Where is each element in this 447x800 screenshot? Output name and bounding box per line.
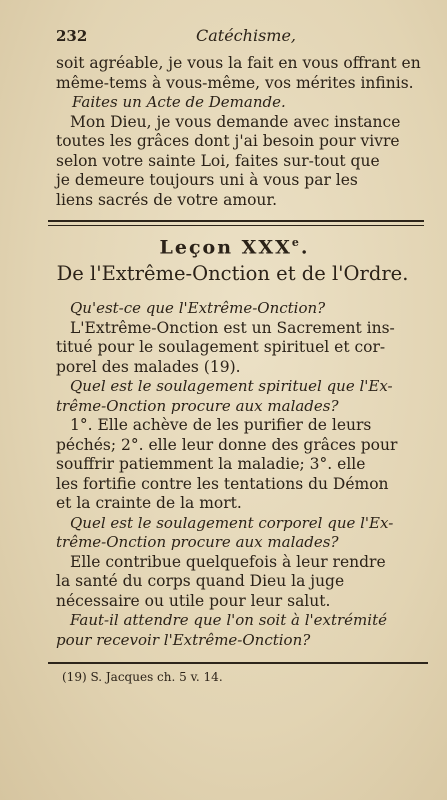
prayer-continuation — [56, 54, 421, 93]
question — [56, 514, 413, 553]
question — [56, 299, 413, 319]
running-title: Catéchisme, — [196, 26, 296, 45]
text-line: liens sacrés de votre amour. — [56, 190, 278, 209]
act-heading: Faites un Acte de Demande. — [72, 93, 286, 111]
question-line: Quel est le soulagement corporel que l'Ex- — [70, 513, 394, 532]
answer-line: la santé du corps quand Dieu la juge — [56, 572, 345, 591]
text-line: soit agréable, je vous la fait en vous offrant en — [56, 54, 421, 72]
section-divider — [48, 220, 424, 226]
answer-line: péchés; 2°. elle leur donne des grâces pour — [56, 435, 398, 454]
answer-line: les fortifie contre les tentations du Démon — [56, 474, 389, 493]
footnote-divider — [48, 662, 428, 664]
answer-line: 1°. Elle achève de les purifier de leurs — [70, 416, 372, 435]
text-line: Mon Dieu, je vous demande avec instance — [70, 112, 401, 131]
text-line: toutes les grâces dont j'ai besoin pour vivre — [56, 132, 400, 150]
answer-line: porel des malades (19). — [56, 357, 241, 376]
question-line: pour recevoir l'Extrême-Onction? — [56, 630, 311, 649]
page-number: 232 — [56, 27, 88, 45]
answer-line: Elle contribue quelquefois à leur rendre — [70, 552, 386, 571]
lesson-label — [56, 236, 413, 258]
answer — [56, 416, 413, 514]
question-line: trême-Onction procure aux malades? — [56, 396, 339, 415]
text-line: même-tems à vous-même, vos mérites infinis. — [56, 73, 414, 92]
text-line: selon votre sainte Loi, faites sur-tout que — [56, 151, 380, 170]
chapter-title: De l'Extrême-Onction et de l'Ordre. — [56, 262, 409, 286]
question — [56, 611, 413, 650]
footnote: (19) S. Jacques ch. 5 v. 14. — [62, 670, 223, 685]
question-line: Faut-il attendre que l'on soit à l'extrémité — [70, 611, 387, 630]
answer-line: souffrir patiemment la maladie; 3°. elle — [56, 455, 366, 474]
lesson-label-sup: e — [291, 236, 301, 249]
answer-line: titué pour le soulagement spirituel et cor- — [56, 338, 386, 357]
question-line: Quel est le soulagement spirituel que l'Ex- — [70, 377, 393, 396]
act-paragraph — [56, 113, 413, 211]
text-line: je demeure toujours uni à vous par les — [56, 171, 358, 189]
lesson-label-text: Leçon XXX — [159, 236, 292, 259]
answer — [56, 553, 413, 612]
lesson-label-end: . — [300, 236, 310, 259]
question — [56, 377, 413, 416]
answer-line: nécessaire ou utile pour leur salut. — [56, 591, 331, 610]
answer-line: et la crainte de la mort. — [56, 494, 242, 513]
question-line: Qu'est-ce que l'Extrême-Onction? — [70, 299, 326, 318]
answer-line: L'Extrême-Onction est un Sacrement ins- — [70, 318, 395, 337]
running-head — [56, 26, 413, 54]
question-line: trême-Onction procure aux malades? — [56, 533, 339, 552]
answer — [56, 319, 413, 378]
